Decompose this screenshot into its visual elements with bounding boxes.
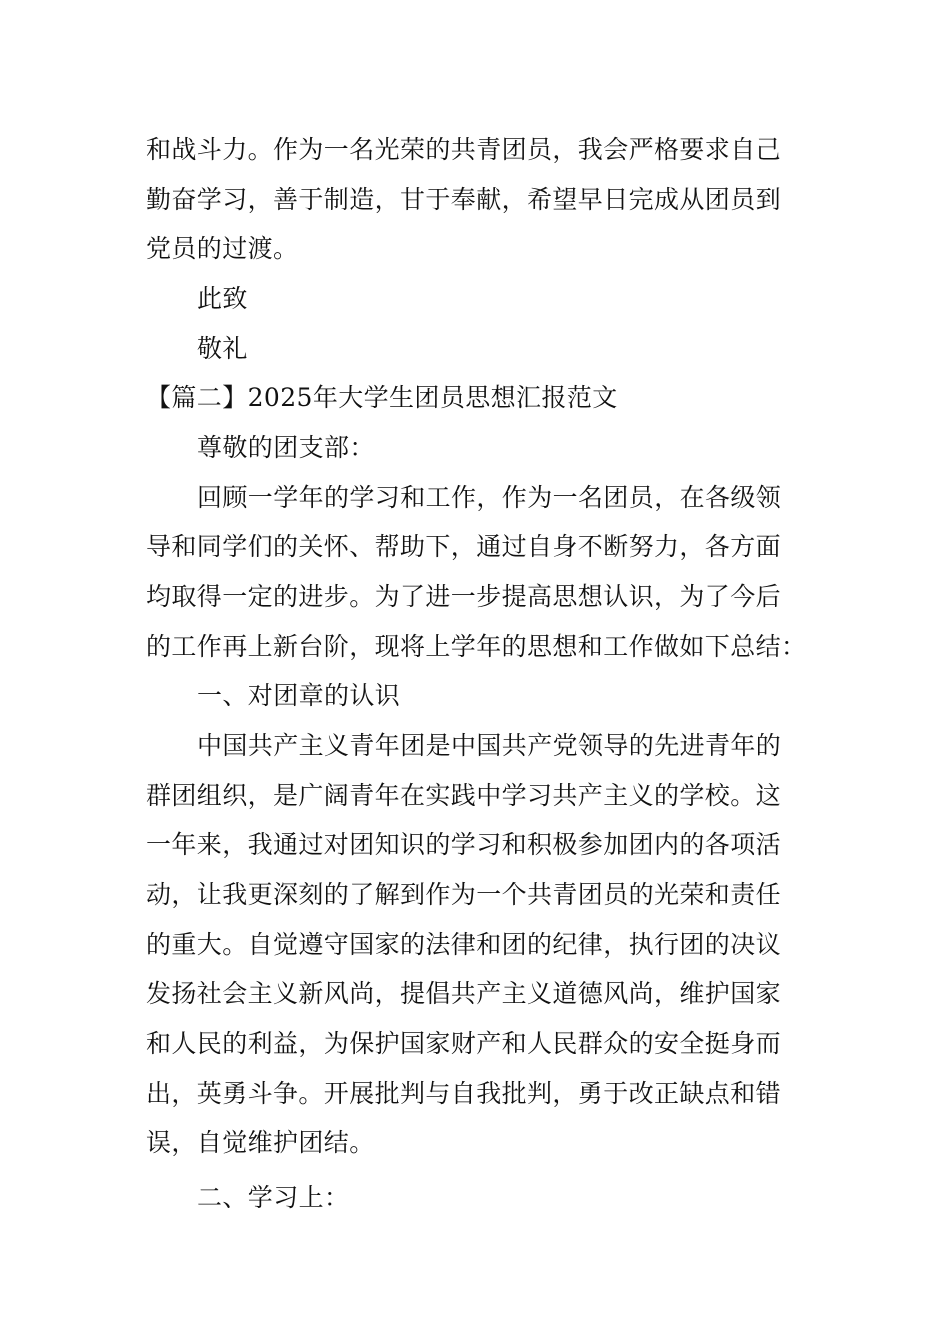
subsection-heading: 一、对团章的认识	[197, 681, 401, 710]
subsection-heading: 二、学习上：	[197, 1183, 350, 1212]
salutation: 尊敬的团支部：	[197, 433, 375, 462]
paragraph-line: 和战斗力。作为一名光荣的共青团员，我会严格要求自己	[146, 135, 782, 164]
paragraph-line: 的重大。自觉遵守国家的法律和团的纪律，执行团的决议	[146, 930, 782, 959]
paragraph-line: 回顾一学年的学习和工作，作为一名团员，在各级领	[197, 483, 782, 512]
section-title: 【篇二】2025年大学生团员思想汇报范文	[146, 383, 618, 412]
paragraph-line: 一年来，我通过对团知识的学习和积极参加团内的各项活	[146, 830, 782, 859]
paragraph-line: 勤奋学习，善于制造，甘于奉献，希望早日完成从团员到	[146, 185, 782, 214]
paragraph-line: 误，自觉维护团结。	[146, 1128, 375, 1157]
paragraph-line: 发扬社会主义新风尚，提倡共产主义道德风尚，维护国家	[146, 979, 782, 1008]
paragraph-line: 群团组织，是广阔青年在实践中学习共产主义的学校。这	[146, 781, 782, 810]
closing-line: 此致	[197, 284, 248, 313]
paragraph-line: 的工作再上新台阶，现将上学年的思想和工作做如下总结：	[146, 632, 807, 661]
paragraph-line: 导和同学们的关怀、帮助下，通过自身不断努力，各方面	[146, 532, 782, 561]
paragraph-line: 和人民的利益，为保护国家财产和人民群众的安全挺身而	[146, 1029, 782, 1058]
paragraph-line: 出，英勇斗争。开展批判与自我批判，勇于改正缺点和错	[146, 1079, 782, 1108]
paragraph-line: 党员的过渡。	[146, 234, 299, 263]
closing-line: 敬礼	[197, 334, 248, 363]
paragraph-line: 中国共产主义青年团是中国共产党领导的先进青年的	[197, 731, 782, 760]
paragraph-line: 动，让我更深刻的了解到作为一个共青团员的光荣和责任	[146, 880, 782, 909]
paragraph-line: 均取得一定的进步。为了进一步提高思想认识，为了今后	[146, 582, 782, 611]
